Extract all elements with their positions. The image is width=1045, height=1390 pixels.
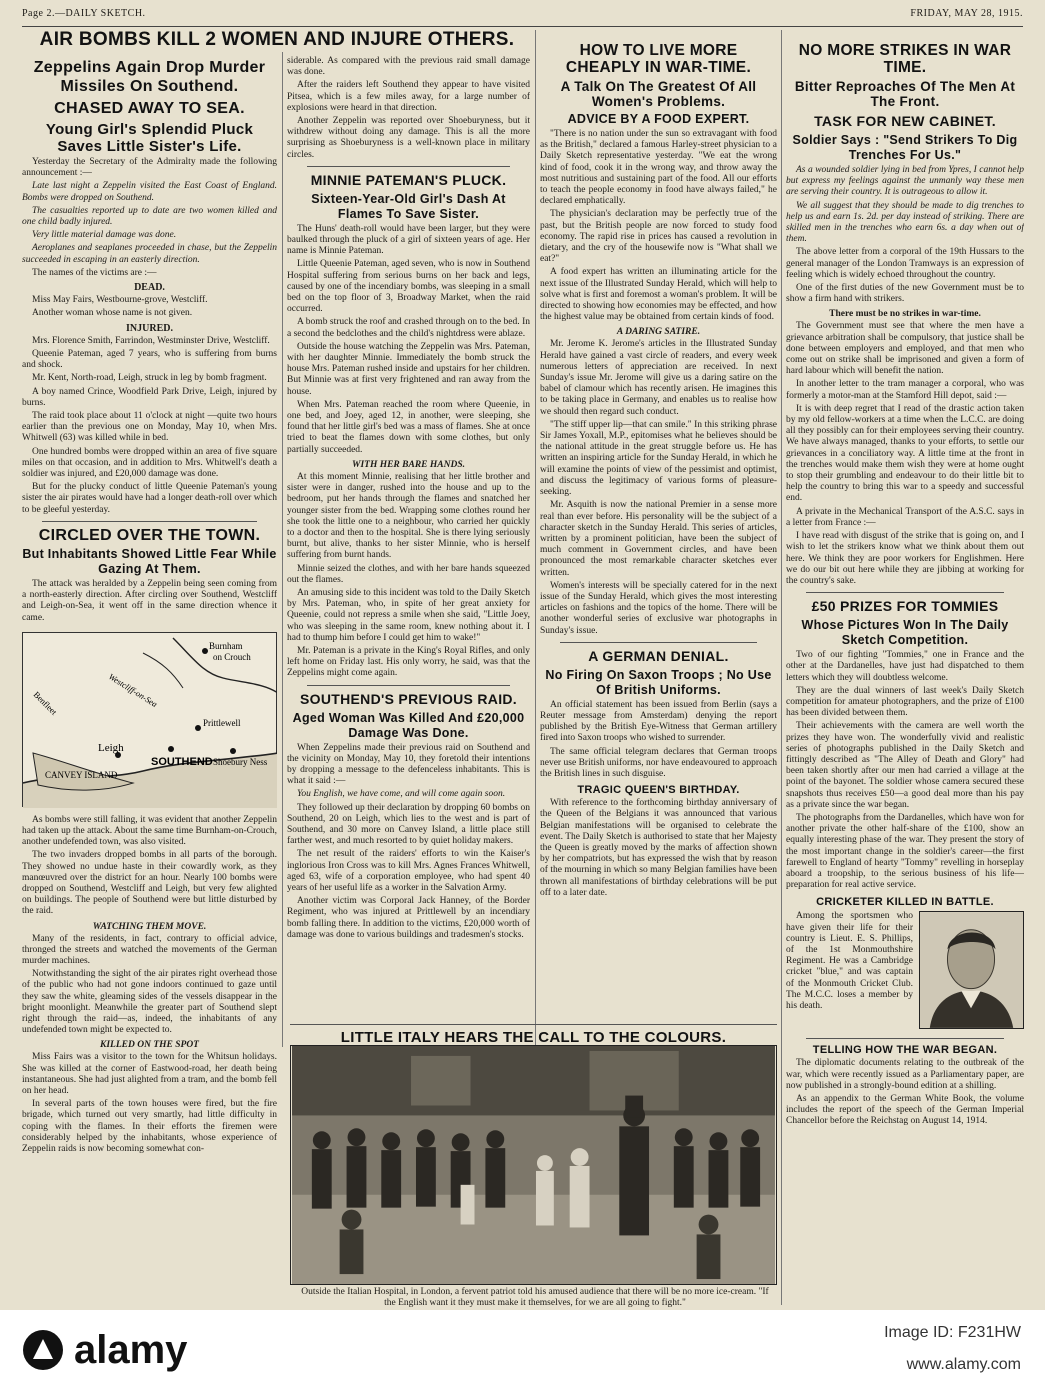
paragraph: Yesterday the Secretary of the Admiralty made the following announcement :—	[22, 157, 277, 179]
paragraph: One hundred bombs were dropped within an area of five square miles on that occasion, and in addition to Mrs. Whitwell's death a soldier was injured, and £20,000 damage was done.	[22, 446, 277, 480]
paragraph: As bombs were still falling, it was evident that another Zeppelin had taken up the attack. About the same time Burnham-on-Crouch, another undefended town, was also visited.	[22, 814, 277, 848]
masthead-page-label: Page 2.—DAILY SKETCH.	[22, 8, 146, 19]
headline: Aged Woman Was Killed And £20,000 Damage Was Done.	[292, 710, 525, 740]
paragraph: With reference to the forthcoming birthday anniversary of the Queen of the Belgians it was announced that various Belgian manifestations will be organised to celebrate the event. The Daily Sketch is authorised to state that her Majesty the Queen is greatly moved by the marks of affection shown by her compatriots, but has expressed the wish that by reason of the mourning in which so many Belgian families have been thrown all manifestations of birthday celebrations will be put off to a later date.	[540, 798, 777, 898]
masthead-date: FRIDAY, MAY 28, 1915.	[910, 8, 1023, 19]
paragraph: siderable. As compared with the previous raid small damage was done.	[287, 56, 530, 78]
column-2	[287, 54, 530, 1044]
paragraph: Notwithstanding the sight of the air pirates right overhead those of the public who had not gone indoors continued to gaze until they saw the white, gleaming sides of the vessels disappear in the bright moonlight. Meanwhile the greater part of Southend slept right through the raid—as, indeed, the inhabitants of any undefended town might be expected to.	[22, 969, 277, 1036]
paragraph: The attack was heralded by a Zeppelin being seen coming from a north-easterly direction. After circling over Southend, Westcliff and Leigh-on-Sea, it went off in the same direction whence it came.	[22, 578, 277, 623]
subheading: KILLED ON THE SPOT	[100, 1040, 199, 1051]
paragraph: Miss Fairs was a visitor to the town for the Whitsun holidays. She was killed at the corner of Eastwood-road, her death being instantaneous. She had just alighted from a tram, and the bomb fell on her head.	[22, 1052, 277, 1096]
paragraph: Mr. Pateman is a private in the King's Royal Rifles, and only left home on Friday last. His only worry, he said, was that the Zeppelins might come again.	[287, 645, 530, 679]
map-label: Burnham	[209, 640, 243, 651]
paragraph: The Government must see that where the men have a grievance arbitration shall be compulsory, that justice shall be done between employers and employed, and that men who come out on strike shall be imprisoned and given a form of hard labour which will benefit the nation.	[786, 321, 1024, 377]
subheading: A DARING SATIRE.	[616, 327, 701, 338]
image-id: Image ID: F231HW	[884, 1324, 1021, 1341]
subheading: There must be no strikes in war-time.	[829, 309, 981, 320]
paragraph: The photographs from the Dardanelles, which have won for another private the other half-share of the £100, show an equally interesting phase of the war. They present the story of the most important change in the soldier's career—the first farewell to England of hearty "Tommy" revelling in horseplay aboard a troopship, to the serious business of his life—preparation for real active service.	[786, 812, 1024, 891]
paragraph: You English, we have come, and will come again soon.	[297, 789, 506, 800]
headline: A Talk On The Greatest Of All Women's Problems.	[560, 79, 757, 109]
paragraph: "There is no nation under the sun so extravagant with food as the British," declared a famous Harley-street physician to a Daily Sketch representative yesterday. "We eat the wrong kind of food, cook it in the wrong way, and throw away the most nutritious and sustaining part of the food. All our efforts to teach the people economy in food have always failed," he declared emphatically.	[540, 129, 777, 207]
paragraph: Mr. Asquith is now the national Premier in a sense more real than ever before. His personality will be the subject of a character sketch in the Sunday Herald. This series of articles, written by a prominent politician, have been the subject of much comment in Government circles, and have been pronounced the most remarkable character sketches ever written.	[540, 500, 777, 578]
headline: Whose Pictures Won In The Daily Sketch Competition.	[801, 618, 1009, 648]
photo-scene	[291, 1046, 776, 1284]
subheading: WITH HER BARE HANDS.	[352, 459, 465, 470]
paragraph: They are the dual winners of last week's Daily Sketch competition for amateur photographers, and the prize of £100 has been divided between them.	[786, 685, 1024, 719]
map-label: on Crouch	[213, 651, 251, 662]
paragraph: Women's interests will be specially catered for in the next issue of the Sunday Herald, which gives the most interesting articles on fashions and the topics of the home. There will be another wonderful series of exclusive war photographs in Sunday's issue.	[540, 580, 777, 636]
paragraph: A private in the Mechanical Transport of the A.S.C. says in a letter from France :—	[786, 506, 1024, 528]
paragraph: Aeroplanes and seaplanes proceeded in chase, but the Zeppelin succeeded in escaping in an easterly direction.	[22, 243, 277, 265]
paragraph: In several parts of the town houses were fired, but the fire brigade, which turned out very smartly, had little difficulty in coping with the flames. In their efforts the firemen were considerably helped by the inhabitants, whose experience of Zeppelin raids is now becoming somewhat con-	[22, 1099, 277, 1154]
column-3	[540, 42, 777, 1042]
map-label: Leigh	[98, 741, 124, 754]
paragraph: I have read with disgust of the strike that is going on, and I wish to let the strikers know what we think about them out here. We think they are poor workers for Englishmen. Here we do our bit out here while they are jibbing at working for the country's sake.	[786, 531, 1024, 586]
paragraph: Queenie Pateman, aged 7 years, who is suffering from burns and shock.	[22, 349, 277, 371]
headline: TASK FOR NEW CABINET.	[814, 113, 996, 129]
cricketer-portrait	[919, 911, 1024, 1029]
river-branch	[143, 653, 183, 688]
alamy-logo-icon	[20, 1327, 66, 1373]
map-drawing	[23, 633, 277, 808]
headline: SOUTHEND'S PREVIOUS RAID.	[300, 690, 517, 707]
paragraph: We all suggest that they should be made to dig trenches to help us and earn 1s. 2d. per day instead of striking. There are skilled men in the trenches who earn 6s. a day when out of them.	[786, 200, 1024, 245]
map-label: Westcliff-on-Sea	[106, 670, 160, 709]
map-label: CANVEY ISLAND	[45, 769, 118, 780]
headline: Young Girl's Splendid Pluck Saves Little Sister's Life.	[45, 121, 254, 155]
paragraph: The net result of the raiders' efforts to win the Kaiser's inglorious Iron Cross was to kill Mrs. Agnes Frances Whitwell, aged 63, wife of a corporation employee, who had spent 40 years of her useful life as a worker in the Salvation Army.	[287, 849, 530, 893]
paragraph: The diplomatic documents relating to the outbreak of the war, which were recently issued as a Parliamentary paper, are now published in a strongly-bound edition at a shilling.	[786, 1058, 1024, 1091]
paragraph: Little Queenie Pateman, aged seven, who is now in Southend Hospital suffering from serious burns on her back and legs, caused by one of the incendiary bombs, was sleeping in a small bed on the top floor of 3, Broadway Market, when the raid occurred.	[287, 259, 530, 315]
paragraph: Mrs. Florence Smith, Farrindon, Westminster Drive, Westcliff.	[32, 335, 270, 346]
headline: Soldier Says : "Send Strikers To Dig Trenches For Us."	[792, 133, 1018, 162]
column-rule	[282, 52, 283, 1047]
paragraph: Another woman whose name is not given.	[32, 308, 193, 319]
paragraph: The raid took place about 11 o'clock at night —quite two hours earlier than the previous one on Monday, May 10, when Mrs. Whitwell (63) was killed while in bed.	[22, 411, 277, 444]
divider	[560, 642, 757, 643]
paragraph: Their achievements with the camera are well worth the prizes they have won. The wonderfully vivid and realistic series of photographs published in the Daily Sketch and fittingly described as "The Alley of Death and Glory" had been taken shortly after our men had carried a village at the point of the bayonet. The soldier whose camera secured these snapshots thus receives £50—a good deal more than his pay as a private since the war began.	[786, 721, 1024, 810]
headline: MINNIE PATEMAN'S PLUCK.	[310, 171, 507, 188]
paragraph: A bomb struck the roof and crashed through on to the bed. In a second the bedclothes and the child's nightdress were ablaze.	[287, 317, 530, 339]
paragraph: They followed up their declaration by dropping 60 bombs on Southend, 20 on Leigh, which lies to the west and is part of Southend, and 30 more on Canvey Island, a little place still farther west, and much resorted to by quiet holiday makers.	[287, 802, 530, 847]
paragraph: Another victim was Corporal Jack Hanney, of the Border Regiment, who was injured at Prittlewell by an incendiary bomb falling there. In addition to the victims, £20,000 worth of damage was done to various buildings and tradesmen's stocks.	[287, 896, 530, 940]
photo-headline: LITTLE ITALY HEARS THE CALL TO THE COLOURS.	[290, 1024, 777, 1046]
paragraph: In another letter to the tram manager a corporal, who was formerly a motor-man at the Stamford Hill depot, said :—	[786, 379, 1024, 401]
paragraph: Mr. Jerome K. Jerome's articles in the Illustrated Sunday Herald have gained a vast circle of readers, and every week numerous letters of appreciation are received. In next Sunday's issue Mr. Jerome will give us a daring satire on the babel of clamour which has recently arisen. He imagines this to be taking place in Germany, and enables us to realise how we should then regard such conduct.	[540, 339, 777, 417]
headline: HOW TO LIVE MORE CHEAPLY IN WAR-TIME.	[565, 42, 752, 76]
map-label: Shoebury Ness	[213, 756, 268, 767]
paragraph: Mr. Kent, North-road, Leigh, struck in leg by bomb fragment.	[32, 373, 267, 384]
stock-logo	[20, 1327, 187, 1373]
stock-info	[884, 1320, 1021, 1374]
headline: CHASED AWAY TO SEA.	[54, 100, 245, 117]
map-label: SOUTHEND	[151, 755, 213, 768]
paragraph: An official statement has been issued from Berlin (says a Reuter message from Amsterdam) denying the report published by the British Eye-Witness that German artillery fired into Saxon troops who wished to surrender.	[540, 699, 777, 744]
headline: ADVICE BY A FOOD EXPERT.	[567, 112, 750, 126]
headline: Sixteen-Year-Old Girl's Dash At Flames To Save Sister.	[311, 191, 506, 221]
town-marker-shoebury	[230, 748, 236, 754]
column-1	[22, 54, 277, 1306]
paragraph: Miss May Fairs, Westbourne-grove, Westcliff.	[32, 295, 208, 306]
headline: CRICKETER KILLED IN BATTLE.	[816, 896, 994, 909]
paragraph: The above letter from a corporal of the 19th Hussars to the general manager of the London Tramways is an expression of feeling which is widely echoed throughout the country.	[786, 247, 1024, 280]
divider	[307, 685, 510, 686]
headline: A GERMAN DENIAL.	[588, 647, 729, 664]
list-heading: INJURED.	[126, 322, 173, 334]
headline: NO MORE STRIKES IN WAR TIME.	[798, 42, 1012, 76]
main-headline: AIR BOMBS KILL 2 WOMEN AND INJURE OTHERS.	[39, 29, 515, 50]
divider	[806, 1038, 1004, 1039]
paragraph: An amusing side to this incident was told to the Daily Sketch by Mrs. Pateman, who, in spite of her great anxiety for Queenie, could not repress a smile when she said, "Little Joey, who was sleeping in the same room, knew nothing about it. I had to thump him before I could get him to wake!"	[287, 587, 530, 643]
paragraph: Very little material damage was done.	[32, 230, 177, 241]
paragraph: As an appendix to the German White Book, the volume includes the report of the speech of the German Imperial Chancellor before the Reichstag on August 14, 1914.	[786, 1093, 1024, 1127]
watermark-bar	[0, 1310, 1045, 1390]
little-italy-photo	[290, 1045, 777, 1285]
headline: TRAGIC QUEEN'S BIRTHDAY.	[577, 784, 740, 797]
town-marker-burnham	[202, 648, 208, 654]
subheading: WATCHING THEM MOVE.	[92, 921, 207, 932]
paragraph: When Mrs. Pateman reached the room where Queenie, in one bed, and Joey, aged 12, in another, were sleeping, she found that her little girl's bed was a mass of flames. She at once tried to beat the flames down with some clothes, but only partially succeeded.	[287, 399, 530, 455]
paragraph: Two of our fighting "Tommies," one in France and the other at the Dardanelles, have just had dispatched to them letters which they will doubtless welcome.	[786, 650, 1024, 683]
paragraph: It is with deep regret that I read of the drastic action taken by my old fellow-workers at a time when the L.C.C. are doing all they possibly can for their employees serving their country. We have always managed, thanks to your efforts, to settle our grievances in a conciliatory way. A little time at the front in the trenches would make them wish they were at home ought to stop their grumbling and endeavour to do their little bit to help the country to bring this war to a speedy and successful end.	[786, 403, 1024, 504]
paragraph: The Huns' death-roll would have been larger, but they were baulked through the pluck of a girl of sixteen years of age. Her name is Minnie Pateman.	[287, 223, 530, 257]
headline: Bitter Reproaches Of The Men At The Front.	[794, 79, 1016, 109]
paragraph: Many of the residents, in fact, contrary to official advice, thronged the streets and watched the movements of the German murder machines.	[22, 933, 277, 966]
column-4	[786, 42, 1024, 1307]
town-marker-southend	[168, 746, 174, 752]
headline: But Inhabitants Showed Little Fear While Gazing At Them.	[22, 546, 277, 576]
paragraph: When Zeppelins made their previous raid on Southend and the vicinity on Monday, May 10, they foretold their intentions by dropping a message to the defenceless inhabitants. This is what it said :—	[287, 742, 530, 787]
headline: Zeppelins Again Drop Murder Missiles On Southend.	[33, 59, 266, 95]
paragraph: Late last night a Zeppelin visited the East Coast of England. Bombs were dropped on Southend.	[22, 181, 277, 203]
paragraph: As a wounded soldier lying in bed from Ypres, I cannot help but express my feelings against the unmanly way these men are serving their country. It is outrageous to allow it.	[786, 165, 1024, 198]
column-rule	[535, 30, 536, 1045]
paragraph: The two invaders dropped bombs in all parts of the borough. They showed no undue haste in their cowardly work, as they manœuvred over the district for an hour. Nearly 100 bombs were dropped on Southend, Westcliff and Leigh, but very few alighted on buildings. The people of Southend were but little disturbed by the raid.	[22, 850, 277, 917]
paragraph: One of the first duties of the new Government must be to show a firm hand with strikers.	[786, 283, 1024, 305]
paragraph: "The stiff upper lip—that can smile." In this striking phrase Sir James Yoxall, M.P., epitomises what he believes should be the national attitude in the great struggle before us. He has written an inspiring article for the Sunday Herald, in which he will examine the points of view of the pessimist and optimist, and discuss the legitimacy of various forms of pleasure-seeking.	[540, 419, 777, 498]
stock-url: www.alamy.com	[906, 1356, 1021, 1373]
paragraph: Outside the house watching the Zeppelin was Mrs. Pateman, with her daughter Minnie. Immediately the bomb struck the house Mrs. Pateman rushed inside and upstairs for her children. But Minnie was at first very frightened and ran away from the house.	[287, 341, 530, 397]
column-rule	[781, 30, 782, 1305]
map-label: Prittlewell	[203, 717, 241, 728]
masthead	[22, 8, 1023, 26]
headline: CIRCLED OVER THE TOWN.	[38, 526, 261, 544]
paragraph: But for the plucky conduct of little Queenie Pateman's young sister the air pirates would have had a longer death-roll over which to be gleeful yesterday.	[22, 482, 277, 515]
paragraph: After the raiders left Southend they appear to have visited Pitsea, which is a few miles away, for a large number of explosions were heard in that direction.	[287, 80, 530, 113]
paragraph: Another Zeppelin was reported over Shoeburyness, but it withdrew without doing any damage. This is all the more surprising as Shoeburyness is a well-known place in military circles.	[287, 116, 530, 160]
town-marker-prittlewell	[195, 725, 201, 731]
paragraph: At this moment Minnie, realising that her little brother and sister were in danger, rushed into the house and up to the bedroom, put her hands through the flames and snatched her younger sister from the bed. Wrapping some clothes round her she took the little one to a neighbour, who carried her quickly to a doctor and then to the hospital. She is there lying seriously burnt, but alive, thanks to her sister Minnie, who is herself suffering from burnt hands.	[287, 471, 530, 561]
paragraph: The casualties reported up to date are two women killed and one child badly injured.	[22, 205, 277, 228]
paragraph: The names of the victims are :—	[32, 267, 157, 278]
divider	[307, 166, 510, 167]
paragraph: The physician's declaration may be perfectly true of the past, but the British people are now forced to study food economy. The rapid rise in prices has caused a revolution in dietary, and the cry of the housewife now is "What shall we eat?"	[540, 209, 777, 265]
map-label: Benfleet	[31, 689, 60, 717]
headline: £50 PRIZES FOR TOMMIES	[811, 598, 999, 615]
paragraph: The same official telegram declares that German troops never use British uniforms, nor have endeavoured to approach the British lines in such disguise.	[540, 746, 777, 779]
headline: No Firing On Saxon Troops ; No Use Of British Uniforms.	[545, 667, 772, 697]
divider	[42, 521, 257, 522]
southend-map	[22, 632, 277, 807]
paragraph: Minnie seized the clothes, and with her bare hands squeezed out the flames.	[287, 563, 530, 585]
paragraph: Among the sportsmen who have given their life for their country is Lieut. E. S. Phillips, of the 1st Monmouthshire Regiment. He was a Cambridge cricket "blue," and was captain of the Monmouth Cricket Club. The M.C.C. loses a member by his death.	[786, 911, 913, 1011]
paragraph: A boy named Crince, Woodfield Park Drive, Leigh, injured by burns.	[22, 386, 277, 408]
headline: TELLING HOW THE WAR BEGAN.	[812, 1044, 998, 1057]
top-rule	[22, 26, 1023, 27]
stock-brand: alamy	[74, 1327, 188, 1372]
photo-caption: Outside the Italian Hospital, in London, a fervent patriot told his amused audience that there will be no more ice-cream. "If the English want it they must make it themselves, for we are all going to fight."	[301, 1287, 769, 1308]
portrait-photo	[920, 912, 1023, 1028]
paragraph: A food expert has written an illuminating article for the next issue of the Illustrated Sunday Herald, which will help to solve what is first and foremost a woman's problem. It will be directed to showing how economies may be effected, and how the highest value may be obtained from certain kinds of food.	[540, 267, 777, 323]
divider	[806, 592, 1004, 593]
list-heading: DEAD.	[134, 282, 165, 294]
